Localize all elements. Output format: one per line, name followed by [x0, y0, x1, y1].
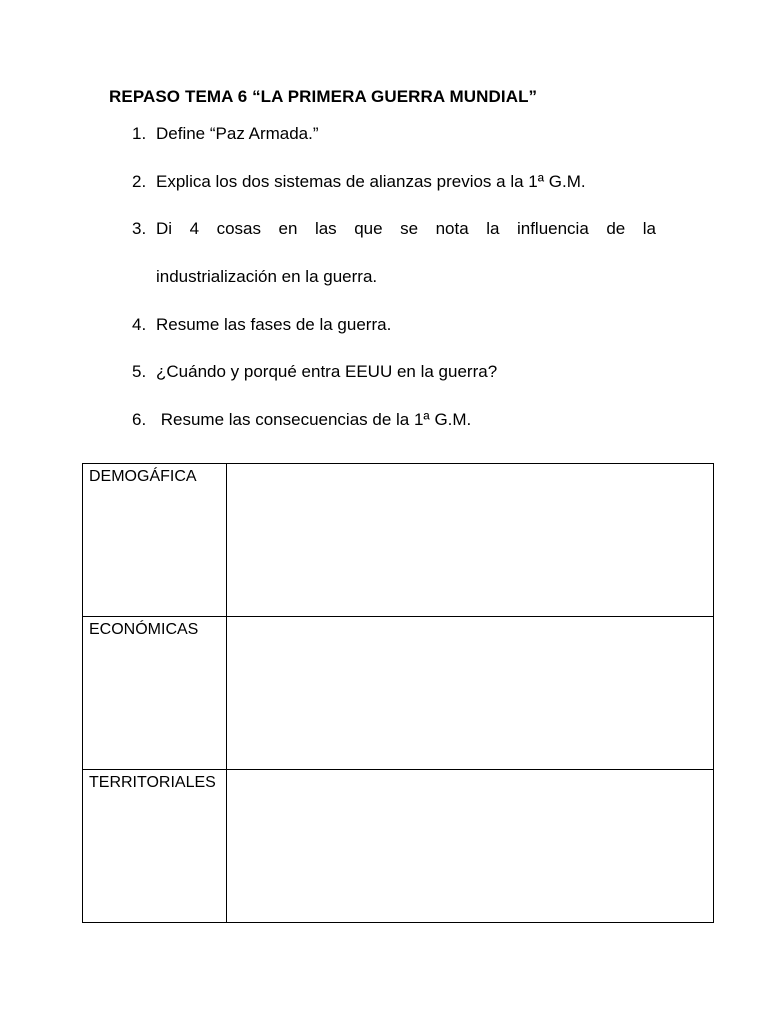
question-text: Resume las consecuencias de la 1ª G.M. [156, 410, 472, 429]
question-number: 5. [132, 362, 147, 381]
question-item [0, 361, 768, 383]
question-number: 1. [132, 124, 147, 143]
consequences-table [82, 463, 714, 923]
question-list [0, 0, 768, 450]
table-row [83, 770, 714, 923]
table-row [83, 464, 714, 617]
table-row [83, 617, 714, 770]
question-number: 4. [132, 315, 147, 334]
question-item [0, 409, 768, 431]
question-text: Resume las fases de la guerra. [156, 315, 392, 334]
question-text: Di 4 cosas en las que se nota la influencia de la [156, 219, 656, 238]
question-number: 2. [132, 172, 147, 191]
row-label: ECONÓMICAS [83, 617, 227, 770]
row-label: DEMOGÁFICA [83, 464, 227, 617]
answer-cell[interactable] [227, 770, 714, 923]
question-text: ¿Cuándo y porqué entra EEUU en la guerra? [156, 362, 498, 381]
question-item [0, 171, 768, 193]
question-number: 6. [132, 410, 147, 429]
question-number: 3. [132, 219, 147, 238]
answer-cell[interactable] [227, 617, 714, 770]
question-item [0, 218, 768, 240]
question-text: Define “Paz Armada.” [156, 124, 319, 143]
answer-cell[interactable] [227, 464, 714, 617]
row-label: TERRITORIALES [83, 770, 227, 923]
question-item [0, 123, 768, 145]
question-text: Explica los dos sistemas de alianzas previos a la 1ª G.M. [156, 172, 586, 191]
worksheet-title: REPASO TEMA 6 “LA PRIMERA GUERRA MUNDIAL” [109, 87, 538, 106]
question-text-continuation: industrialización en la guerra. [156, 267, 378, 286]
question-item [0, 314, 768, 336]
question-item-continuation [0, 266, 768, 288]
